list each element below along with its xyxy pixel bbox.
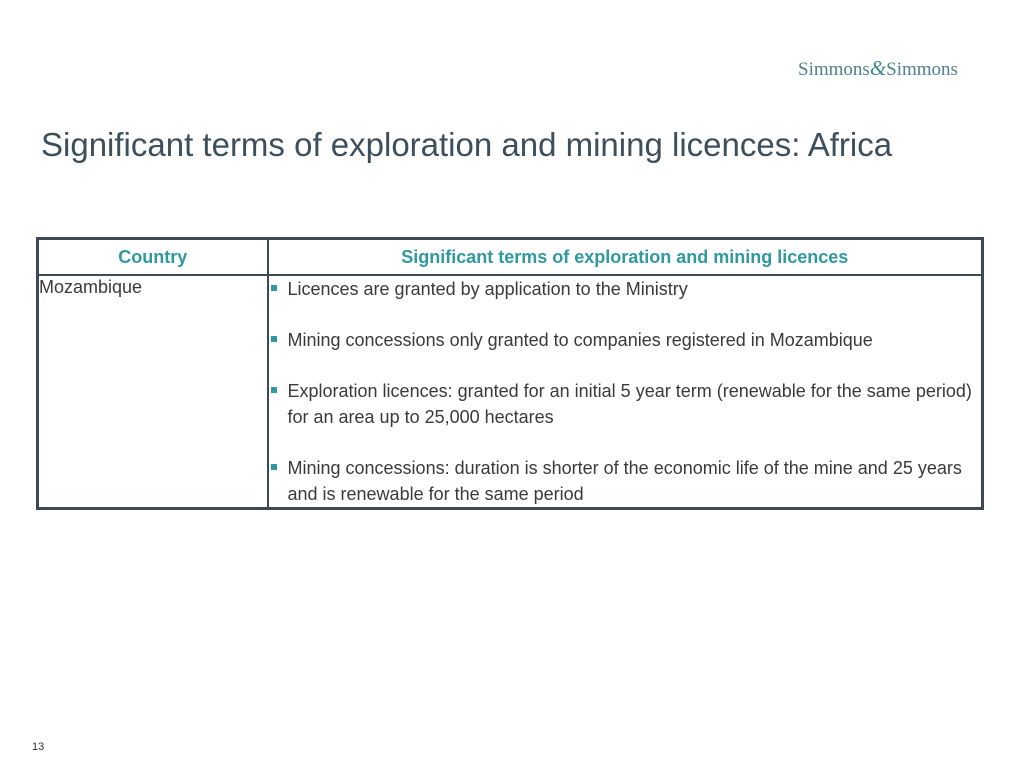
simmons-logo	[798, 56, 958, 81]
terms-list	[269, 276, 982, 507]
term-text: Exploration licences: granted for an initial 5 year term (renewable for the same period) for an area up to 25,000 hectares	[287, 381, 972, 427]
square-bullet-icon	[271, 387, 277, 393]
table-header-row	[38, 239, 983, 276]
terms-cell	[268, 275, 983, 509]
square-bullet-icon	[271, 464, 277, 470]
square-bullet-icon	[271, 336, 277, 342]
list-item	[269, 276, 982, 302]
list-item	[269, 378, 982, 430]
header-terms: Significant terms of exploration and mining licences	[268, 239, 983, 276]
logo-name-right: Simmons	[886, 59, 958, 80]
logo-name-left: Simmons	[798, 59, 870, 80]
page-title: Significant terms of exploration and mining licences: Africa	[41, 126, 893, 163]
licence-terms-table	[36, 237, 984, 510]
logo-ampersand: &	[869, 56, 887, 80]
square-bullet-icon	[271, 285, 277, 291]
country-cell: Mozambique	[38, 275, 268, 509]
term-text: Mining concessions only granted to companies registered in Mozambique	[287, 330, 873, 350]
list-item	[269, 327, 982, 353]
list-item	[269, 455, 982, 507]
term-text: Licences are granted by application to the Ministry	[287, 279, 688, 299]
term-text: Mining concessions: duration is shorter of the economic life of the mine and 25 years and is renewable for the same period	[287, 458, 962, 504]
table-row	[38, 275, 983, 509]
header-country: Country	[38, 239, 268, 276]
page-number: 13	[32, 741, 45, 753]
